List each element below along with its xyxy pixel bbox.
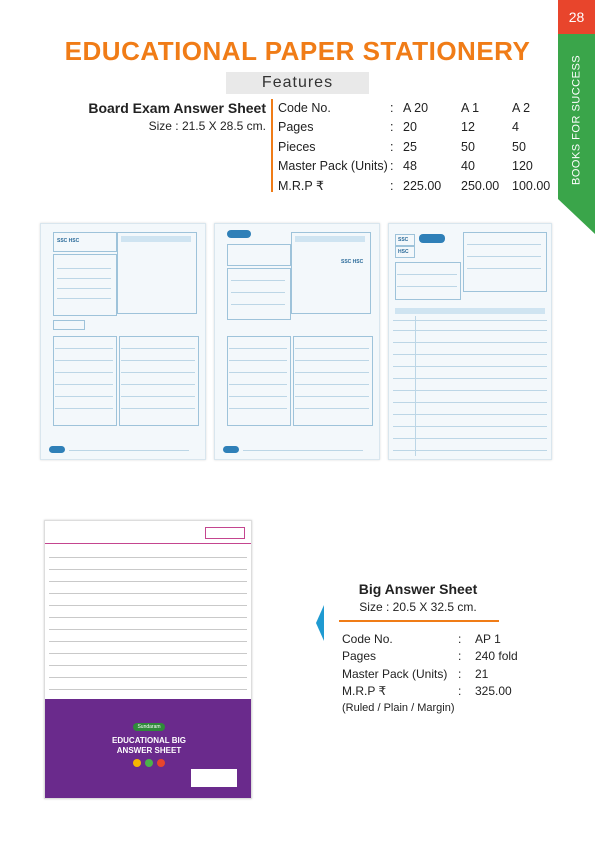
answer-sheet-image-3 — [388, 223, 552, 460]
spec-colon: : — [390, 120, 394, 135]
spec-label: M.R.P ₹ — [278, 179, 324, 194]
spec-value: 25 — [403, 139, 417, 154]
big-answer-note: (Ruled / Plain / Margin) — [342, 702, 455, 714]
pointer-arrow-icon — [316, 605, 324, 641]
divider — [339, 620, 499, 622]
spec-colon: : — [390, 159, 394, 174]
spec-row — [342, 630, 518, 648]
spec-label: Pages — [342, 649, 377, 664]
spec-value: AP 1 — [475, 631, 501, 646]
spec-value: 21 — [475, 666, 489, 681]
spec-value: 325.00 — [475, 684, 512, 699]
spec-colon: : — [458, 631, 462, 646]
spec-label: Code No. — [342, 631, 393, 646]
spec-value: 50 — [512, 139, 526, 154]
spec-value: 20 — [403, 120, 417, 135]
page-number: 28 — [558, 0, 595, 34]
divider — [271, 99, 273, 192]
spec-colon: : — [390, 178, 394, 193]
spec-colon: : — [458, 666, 462, 681]
cover-title-line2: ANSWER SHEET — [116, 746, 182, 755]
board-exam-title: Board Exam Answer Sheet — [88, 100, 266, 116]
big-answer-size: Size : 20.5 X 32.5 cm. — [359, 600, 477, 614]
answer-sheet-image-1 — [40, 223, 206, 460]
features-label: Features — [226, 72, 369, 94]
answer-sheet-image-2 — [214, 223, 380, 460]
spec-row — [278, 118, 562, 138]
spec-value: 120 — [512, 159, 533, 174]
big-answer-title: Big Answer Sheet — [358, 581, 478, 597]
spec-label: Code No. — [278, 100, 331, 115]
spec-value: 12 — [461, 120, 475, 135]
spec-colon: : — [458, 649, 462, 664]
barcode-label — [191, 769, 237, 787]
spec-value: 225.00 — [403, 178, 442, 193]
side-banner-text: BOOKS FOR SUCCESS — [570, 54, 583, 186]
board-exam-spec-table — [278, 98, 562, 196]
spec-value: 40 — [461, 159, 475, 174]
spec-label: Pieces — [278, 139, 316, 154]
spec-value: 240 fold — [475, 649, 518, 664]
cover-brand: Sundaram — [133, 723, 164, 731]
spec-value: A 2 — [512, 100, 531, 115]
spec-value: A 1 — [461, 100, 480, 115]
spec-label: Pages — [278, 120, 314, 135]
hsc-tag: HSC — [398, 249, 409, 255]
ssc-hsc-tag: SSC HSC — [57, 238, 80, 244]
big-answer-sheet-image — [44, 520, 252, 799]
spec-value: 50 — [461, 139, 475, 154]
spec-row — [278, 157, 562, 177]
page-title: EDUCATIONAL PAPER STATIONERY — [64, 36, 531, 66]
spec-row — [342, 648, 518, 666]
cover-image — [45, 699, 251, 798]
spec-value: 4 — [512, 120, 519, 135]
spec-row — [342, 665, 518, 683]
spec-row — [278, 176, 562, 196]
spec-colon: : — [390, 139, 394, 154]
spec-colon: : — [390, 100, 394, 115]
ssc-tag: SSC — [398, 237, 409, 243]
spec-label: M.R.P ₹ — [342, 684, 387, 699]
cover-title-line1: EDUCATIONAL BIG — [112, 736, 186, 745]
spec-value: A 20 — [403, 100, 429, 115]
spec-row — [278, 98, 562, 118]
spec-value: 250.00 — [461, 178, 500, 193]
big-answer-spec-table — [342, 630, 518, 700]
spec-row — [278, 137, 562, 157]
spec-value: 100.00 — [512, 178, 551, 193]
spec-label: Master Pack (Units) — [278, 159, 388, 174]
spec-label: Master Pack (Units) — [342, 666, 448, 681]
ssc-hsc-tag: SSC HSC — [341, 259, 364, 265]
board-exam-size: Size : 21.5 X 28.5 cm. — [148, 119, 266, 133]
spec-value: 48 — [403, 159, 417, 174]
spec-colon: : — [458, 684, 462, 699]
spec-row — [342, 683, 518, 701]
